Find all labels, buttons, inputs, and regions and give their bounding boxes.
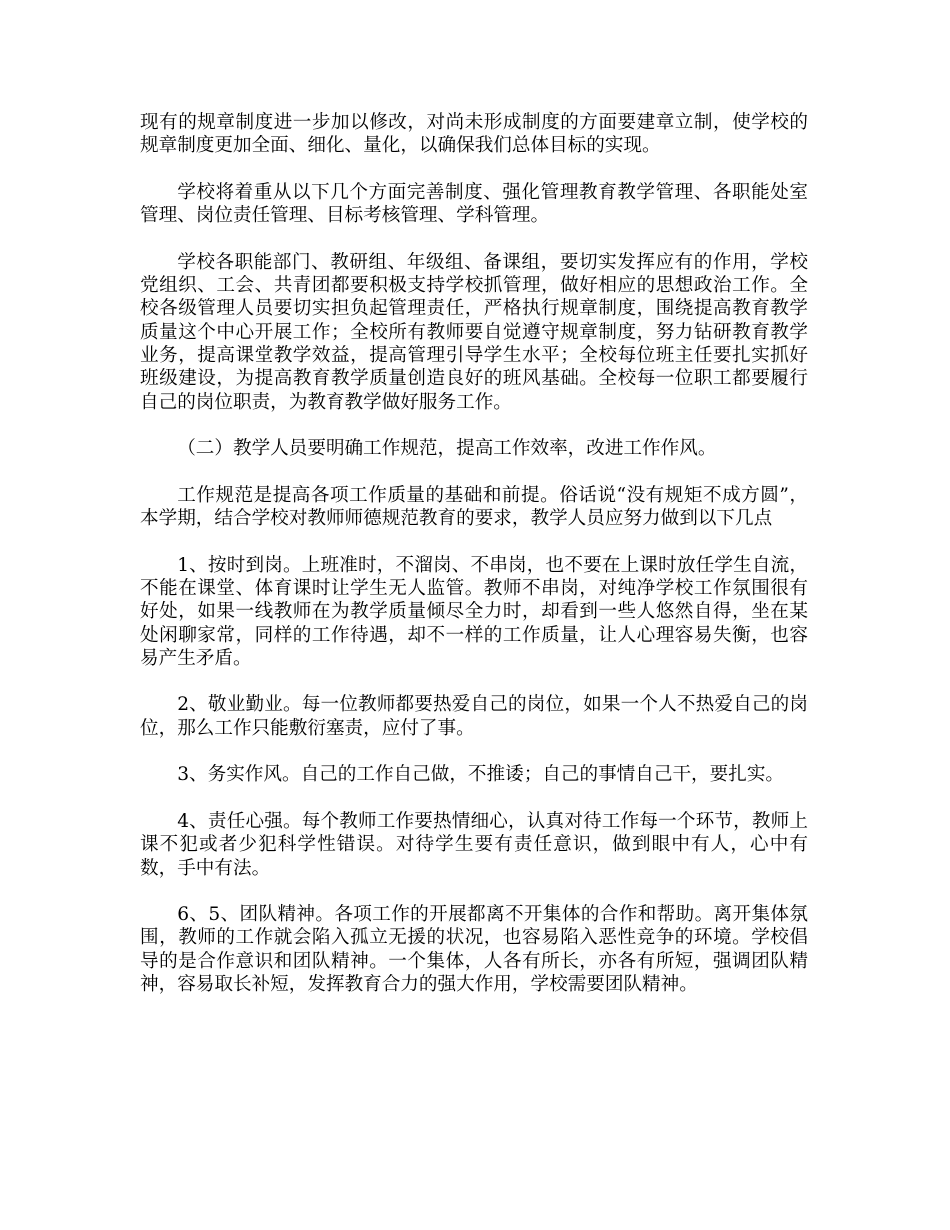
section-heading-2: （二）教学人员要明确工作规范，提高工作效率，改进工作作风。 bbox=[177, 438, 717, 460]
list-item-3: 3、务实作风。自己的工作自己做，不推诿；自己的事情自己干，要扎实。 bbox=[177, 764, 785, 786]
list-item-2: 2、敬业勤业。每一位教师都要热爱自己的岗位，如果一个人不热爱自己的岗位，那么工作只能敷衍塞责，应付了事。 bbox=[140, 694, 808, 739]
paragraph-1: 现有的规章制度进一步加以修改，对尚未形成制度的方面要建章立制，使学校的规章制度更加全面、细化、量化，以确保我们总体目标的实现。 bbox=[140, 112, 808, 157]
paragraph-5: 工作规范是提高各项工作质量的基础和前提。俗话说“没有规矩不成方圆”，本学期，结合学校对教师师德规范教育的要求，教学人员应努力做到以下几点 bbox=[140, 484, 808, 530]
list-item-1: 1、按时到岗。上班准时，不溜岗、不串岗，也不要在上课时放任学生自流，不能在课堂、体育课时让学生无人监管。教师不串岗，对纯净学校工作氛围很有好处，如果一线教师在为教学质量倾尽全力时，却看到一些人悠然自得，坐在某处闲聊家常，同样的工作待遇，却不一样的工作质量，让人心理容易失衡，也容易产生矛盾。 bbox=[140, 554, 808, 669]
list-item-4: 4、责任心强。每个教师工作要热情细心，认真对待工作每一个环节，教师上课不犯或者少犯科学性错误。对待学生要有责任意识，做到眼中有人，心中有数，手中有法。 bbox=[140, 810, 808, 879]
document-body bbox=[140, 111, 808, 1020]
list-item-5: 6、5、团队精神。各项工作的开展都离不开集体的合作和帮助。离开集体氛围，教师的工作就会陷入孤立无援的状况，也容易陷入恶性竞争的环境。学校倡导的是合作意识和团队精神。一个集体，人各有所长，亦各有所短，强调团队精神，容易取长补短，发挥教育合力的强大作用，学校需要团队精神。 bbox=[140, 904, 808, 995]
paragraph-2: 学校将着重从以下几个方面完善制度、强化管理教育教学管理、各职能处室管理、岗位责任管理、目标考核管理、学科管理。 bbox=[140, 181, 808, 227]
paragraph-3: 学校各职能部门、教研组、年级组、备课组，要切实发挥应有的作用，学校党组织、工会、共青团都要积极支持学校抓管理，做好相应的思想政治工作。全校各级管理人员要切实担负起管理责任，严格执行规章制度，围绕提高教育教学质量这个中心开展工作；全校所有教师要自觉遵守规章制度，努力钻研教育教学业务，提高课堂教学效益，提高管理引导学生水平；全校每位班主任要扎实抓好班级建设，为提高教育教学质量创造良好的班风基础。全校每一位职工都要履行自己的岗位职责，为教育教学做好服务工作。 bbox=[140, 251, 808, 413]
